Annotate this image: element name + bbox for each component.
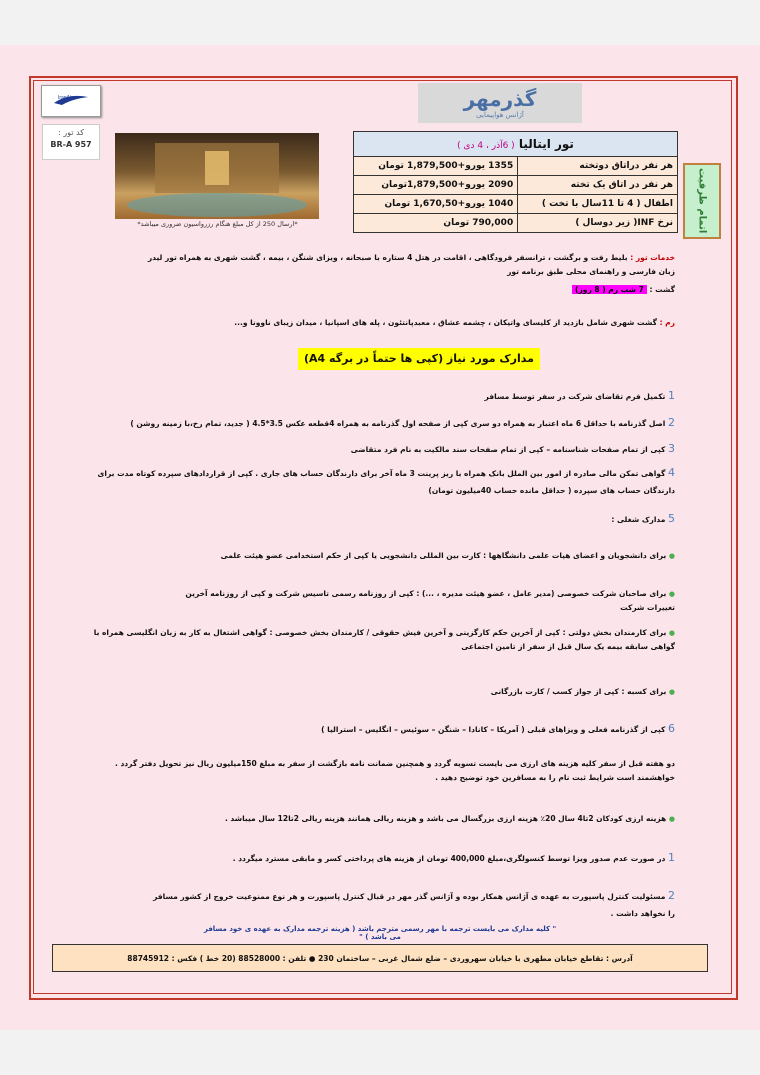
capacity-label: اتمام ظرفیت <box>696 168 708 234</box>
services-key: خدمات تور : <box>630 253 675 262</box>
price-row <box>354 176 678 195</box>
job-item <box>90 626 675 655</box>
address-text: آدرس : تقاطع خیابان مطهری با خیابان سهروردی – ضلع شمال غربی – ساختمان 230 ● تلفن : 88528000 (20 خط ) فکس : 88745912 <box>127 953 633 963</box>
rome-key: رم : <box>659 318 675 327</box>
gasht-key: گشت : <box>649 285 675 294</box>
doc-text: گواهی تمکن مالی صادره از امور بین الملل بانک همراه با ریز پرینت 3 ماه آخر برای دارندگان حساب های جاری . کپی از قراردادهای سپرده کوتاه مدت برای دارندگان حساب های سپرده ( حداقل مانده حساب 40میلیون تومان) <box>97 469 675 495</box>
trevi-fountain-photo <box>115 133 319 219</box>
price-value: 1040 یورو+1,670,50 تومان <box>354 195 518 214</box>
price-value: 2090 یورو+1,879,500تومان <box>354 176 518 195</box>
doc-number: 4 <box>668 466 675 479</box>
doc-text: مدارک شغلی : <box>611 515 666 524</box>
note-text: در صورت عدم صدور ویزا توسط کنسولگری،مبلغ 400,000 تومان از هزینه های پرداختی کسر و مابقی مسترد میگردد . <box>232 854 666 863</box>
doc-item <box>200 719 675 740</box>
tour-dates: ( 6آذر ، 4 دی ) <box>457 141 515 151</box>
job-text: برای دانشجویان و اعضای هیات علمی دانشگاهها : کارت بین المللی دانشجویی یا کپی از حکم استخدامی عضو هیئت علمی <box>220 551 667 560</box>
job-text: برای صاحبان شرکت خصوصی (مدیر عامل ، عضو هیئت مدیره ، ...) : کپی از روزنامه رسمی تاسیس شرکت و کپی از روزنامه آخرین تغییرات شرکت <box>185 589 675 613</box>
translation-note: " کلیه مدارک می بایست ترجمه با مهر رسمی مترجم باشد ( هزینه ترجمه مدارک به عهده ی خود مسافر می باشد ) " <box>203 925 557 941</box>
gasht-line <box>430 283 675 297</box>
gasht-duration: 7 شب رم ( 8 روز) <box>572 285 647 294</box>
doc-number: 1 <box>668 389 675 402</box>
price-value: 1355 یورو+1,879,500 تومان <box>354 157 518 176</box>
doc-number: 3 <box>668 442 675 455</box>
doc-text: اصل گذرنامه با حداقل 6 ماه اعتبار به همراه دو سری کپی از صفحه اول گذرنامه به همراه 4قطعه عکس 3.5*4.5 ( جدید، تمام رخ،با زمینه روشن ) <box>130 419 666 428</box>
rome-line <box>200 316 675 330</box>
tour-title: تور ایتالیا <box>518 137 574 151</box>
job-text: برای کسبه : کپی از جواز کسب / کارت بازرگانی <box>490 687 667 696</box>
doc-item <box>90 413 675 434</box>
rome-text: گشت شهری شامل بازدید از کلیسای واتیکان ، چشمه عشاق ، معبدپانتئون ، پله های اسپانیا ، میدان زیبای ناوونا و... <box>234 318 657 327</box>
doc-text: کپی از گذرنامه فعلی و ویزاهای قبلی ( آمریکا – کانادا – شنگن – سوئیس – انگلیس – استرالیا ) <box>321 725 666 734</box>
price-label: اطفال ( 4 تا 11سال با تخت ) <box>518 195 678 214</box>
address-footer <box>52 944 708 972</box>
doc-item <box>400 509 675 530</box>
payment-paragraph: دو هفته قبل از سفر کلیه هزینه های ارزی می بایست تسویه گردد و همچنین ضمانت نامه بازگشت از سفر به مبلغ 150میلیون ریال نیز تحویل دفتر گردد . خواهشمند است شرایط ثبت نام را به مسافرین خود توضیح دهید . <box>115 759 675 783</box>
doc-number: 5 <box>668 512 675 525</box>
services-text: بلیط رفت و برگشت ، ترانسفر فرودگاهی ، اقامت در هتل 4 ستاره با صبحانه ، ویزای شنگن ، بیمه ، گشت شهری به همراه تور لیدر زبان فارسی و راهنمای محلی طبق برنامه تور <box>147 253 675 277</box>
child-cost-text: هزینه ارزی کودکان 2تا4 سال 20٪ هزینه ارزی بزرگسال می باشد و هزینه ریالی همانند هزینه ریالی 2تا12 سال میباشد . <box>224 814 667 823</box>
price-label: هر نفر در اتاق یک تخته <box>518 176 678 195</box>
fountain-image-icon <box>115 133 319 219</box>
required-docs-title: مدارک مورد نیاز (کپی ها حتماً در برگه A4) <box>298 348 540 370</box>
doc-number: 6 <box>668 722 675 735</box>
note-text: مسئولیت کنترل پاسپورت به عهده ی آژانس همکار بوده و آژانس گذر مهر در قبال کنترل پاسپورت و هر نوع ممنوعیت خروج از کشور مسافر را نخواهد داشت . <box>153 892 675 918</box>
job-item <box>400 685 675 699</box>
bullet-icon: ● <box>668 552 675 560</box>
job-text: برای کارمندان بخش دولتی : کپی از آخرین حکم کارگزینی و آخرین فیش حقوقی / کارمندان بخش خصوصی : گواهی اشتغال به کار به زبان انگلیسی همراه با گواهی سابقه بیمه یک سال قبل از سفر از تامین اجتماعی <box>93 628 675 652</box>
agency-name: گذرمهر <box>463 87 537 111</box>
tour-price-table <box>353 131 678 233</box>
bullet-icon: ● <box>668 815 675 823</box>
price-row <box>354 214 678 233</box>
bullet-icon: ● <box>668 629 675 637</box>
services-line <box>130 251 675 280</box>
doc-item <box>90 386 675 407</box>
price-row <box>354 157 678 176</box>
agency-logo <box>418 83 582 123</box>
agency-subtitle: آژانس هواپیمایی <box>476 111 524 119</box>
price-value: 790,000 تومان <box>354 214 518 233</box>
doc-item <box>90 439 675 460</box>
price-row <box>354 195 678 214</box>
doc-item <box>90 463 675 498</box>
tour-code-value: BR-A 957 <box>50 140 92 149</box>
doc-text: تکمیل فرم تقاضای شرکت در سفر توسط مسافر <box>484 392 666 401</box>
doc-text: کپی از تمام صفحات شناسنامه – کپی از تمام صفحات سند مالکیت به نام فرد متقاضی <box>350 445 666 454</box>
airline-logo-icon <box>48 91 94 111</box>
svg-text:IranAir: IranAir <box>58 95 73 101</box>
child-cost-note <box>200 812 675 826</box>
note-number: 2 <box>668 889 675 902</box>
price-label: نرخ INF( زیر دوسال ) <box>518 214 678 233</box>
tour-title-cell <box>354 132 678 157</box>
tour-code-label: کد تور : <box>57 128 84 137</box>
bullet-icon: ● <box>668 688 675 696</box>
deposit-note: *ارسال 250 از کل مبلغ هنگام رزرواسیون ضروری میباشد* <box>137 220 298 228</box>
job-item <box>180 587 675 616</box>
bullet-icon: ● <box>668 590 675 598</box>
job-item <box>200 549 675 563</box>
airline-logo <box>41 85 101 117</box>
doc-number: 2 <box>668 416 675 429</box>
note-number: 1 <box>668 851 675 864</box>
final-note <box>150 886 675 921</box>
final-note <box>200 848 675 869</box>
capacity-badge <box>683 163 721 239</box>
tour-code-box <box>42 124 100 160</box>
price-label: هر نفر دراتاق دوتخته <box>518 157 678 176</box>
